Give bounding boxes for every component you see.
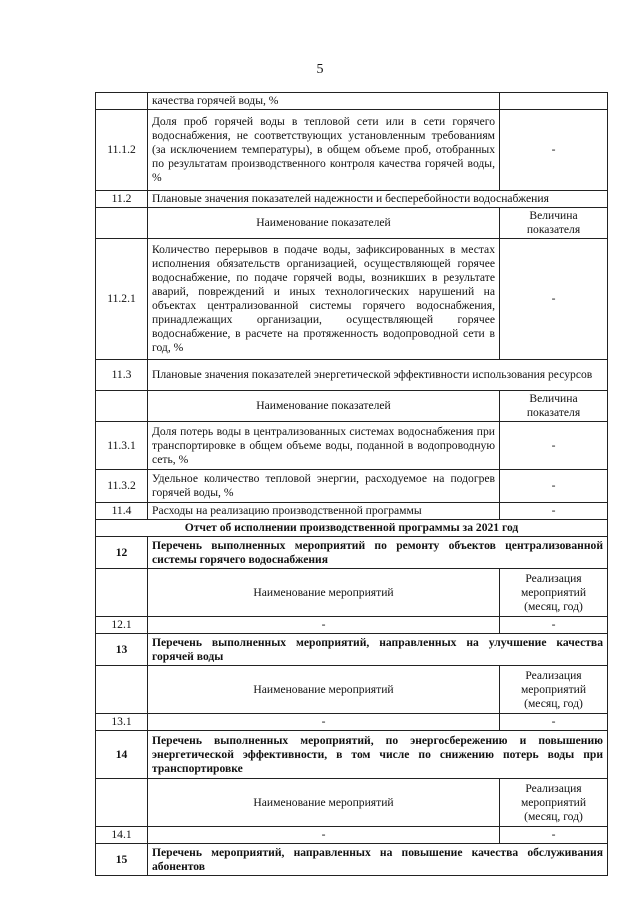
row-number: 11.3 bbox=[96, 360, 148, 391]
row-number: 11.3.1 bbox=[96, 422, 148, 470]
column-header-row bbox=[96, 391, 608, 422]
indicator-value: - bbox=[500, 422, 608, 470]
activity-name: - bbox=[148, 827, 500, 844]
row-number: 13.1 bbox=[96, 714, 148, 731]
column-header-value: Реализация мероприятий (месяц, год) bbox=[500, 779, 608, 827]
indicator-text: Удельное количество тепловой энергии, расходуемое на подогрев горячей воды, % bbox=[148, 470, 500, 503]
section-title: Плановые значения показателей энергетической эффективности использования ресурсов bbox=[148, 360, 608, 391]
activity-date: - bbox=[500, 827, 608, 844]
page-number: 5 bbox=[316, 62, 324, 77]
table-row bbox=[96, 470, 608, 503]
section-title: Перечень выполненных мероприятий, по энергосбережению и повышению энергетической эффективности, в том числе по снижению потерь воды при транспортировке bbox=[148, 731, 608, 779]
table-row bbox=[96, 422, 608, 470]
activity-date: - bbox=[500, 714, 608, 731]
column-header-name: Наименование показателей bbox=[148, 391, 500, 422]
table-row bbox=[96, 503, 608, 520]
indicator-value: - bbox=[500, 503, 608, 520]
indicator-text: Расходы на реализацию производственной программы bbox=[148, 503, 500, 520]
table-row bbox=[96, 714, 608, 731]
report-title: Отчет об исполнении производственной программы за 2021 год bbox=[96, 520, 608, 537]
column-header-value: Величина показателя bbox=[500, 208, 608, 239]
indicator-text: качества горячей воды, % bbox=[148, 93, 500, 110]
section-row bbox=[96, 731, 608, 779]
table-row bbox=[96, 110, 608, 191]
column-header-name: Наименование показателей bbox=[148, 208, 500, 239]
column-header-row bbox=[96, 208, 608, 239]
column-header-name: Наименование мероприятий bbox=[148, 666, 500, 714]
indicator-text: Доля потерь воды в централизованных системах водоснабжения при транспортировке в общем объеме воды, поданной в водопроводную сеть, % bbox=[148, 422, 500, 470]
indicator-value: - bbox=[500, 239, 608, 360]
row-number: 11.4 bbox=[96, 503, 148, 520]
row-number: 14 bbox=[96, 731, 148, 779]
row-number: 11.2 bbox=[96, 191, 148, 208]
section-title: Перечень выполненных мероприятий по ремонту объектов централизованной системы горячего водоснабжения bbox=[148, 537, 608, 569]
row-number: 15 bbox=[96, 844, 148, 876]
row-number: 11.1.2 bbox=[96, 110, 148, 191]
column-header-name: Наименование мероприятий bbox=[148, 779, 500, 827]
program-table bbox=[95, 92, 608, 876]
table-row bbox=[96, 93, 608, 110]
indicator-text: Количество перерывов в подаче воды, зафиксированных в местах исполнения обязательств организацией, осуществляющей горячее водоснабжение, по подаче горячей воды, возникших в результате аварий, повреждений и иных технологических нарушений на объектах централизованной системы горячего водоснабжения, принадлежащих организации, осуществляющей горячее водоснабжение, в расчете на протяженность водопроводной сети в год, % bbox=[148, 239, 500, 360]
column-header-row bbox=[96, 666, 608, 714]
column-header-value: Величина показателя bbox=[500, 391, 608, 422]
section-title: Перечень мероприятий, направленных на повышение качества обслуживания абонентов bbox=[148, 844, 608, 876]
row-number: 11.2.1 bbox=[96, 239, 148, 360]
section-title: Перечень выполненных мероприятий, направленных на улучшение качества горячей воды bbox=[148, 634, 608, 666]
report-banner-row bbox=[96, 520, 608, 537]
column-header-name: Наименование мероприятий bbox=[148, 569, 500, 617]
column-header-value: Реализация мероприятий (месяц, год) bbox=[500, 569, 608, 617]
section-row bbox=[96, 191, 608, 208]
indicator-value: - bbox=[500, 470, 608, 503]
section-title: Плановые значения показателей надежности и бесперебойности водоснабжения bbox=[148, 191, 608, 208]
activity-name: - bbox=[148, 714, 500, 731]
table-row bbox=[96, 827, 608, 844]
activity-date: - bbox=[500, 617, 608, 634]
table-row bbox=[96, 617, 608, 634]
row-number: 12.1 bbox=[96, 617, 148, 634]
row-number: 13 bbox=[96, 634, 148, 666]
section-row bbox=[96, 537, 608, 569]
activity-name: - bbox=[148, 617, 500, 634]
indicator-value: - bbox=[500, 110, 608, 191]
section-row bbox=[96, 634, 608, 666]
row-number: 11.3.2 bbox=[96, 470, 148, 503]
section-row bbox=[96, 844, 608, 876]
column-header-row bbox=[96, 569, 608, 617]
row-number: 12 bbox=[96, 537, 148, 569]
row-number: 14.1 bbox=[96, 827, 148, 844]
indicator-text: Доля проб горячей воды в тепловой сети или в сети горячего водоснабжения, не соответствующих установленным требованиям (за исключением температуры), в общем объеме проб, отобранных по результатам производственного контроля качества горячей воды, % bbox=[148, 110, 500, 191]
section-row bbox=[96, 360, 608, 391]
column-header-value: Реализация мероприятий (месяц, год) bbox=[500, 666, 608, 714]
table-row bbox=[96, 239, 608, 360]
column-header-row bbox=[96, 779, 608, 827]
